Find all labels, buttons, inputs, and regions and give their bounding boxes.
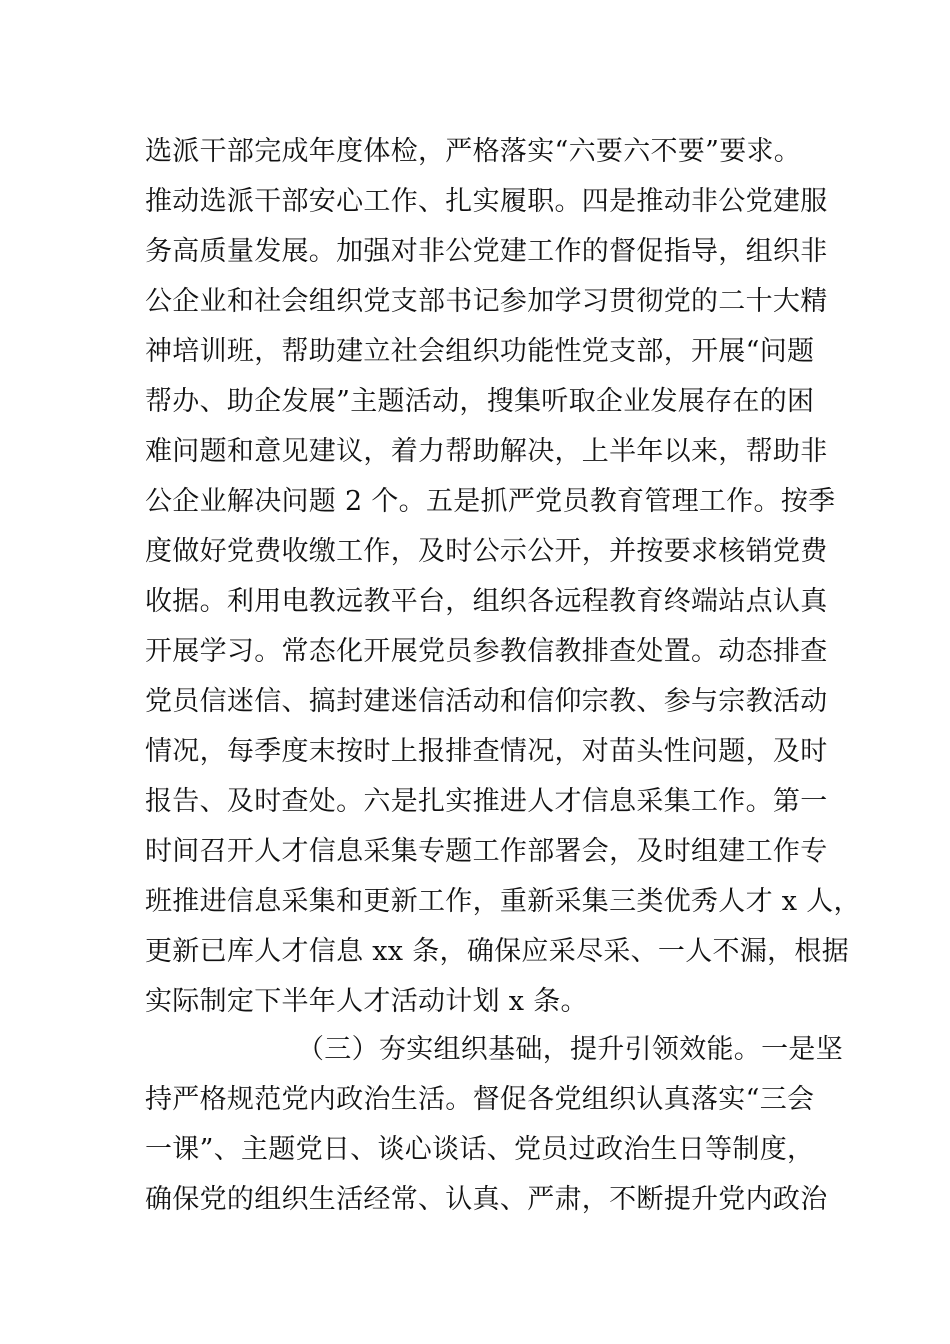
text-line: 推动选派干部安心工作、扎实履职。四是推动非公党建服	[145, 186, 828, 217]
text-line: 公企业解决问题 2 个。五是抓严党员教育管理工作。按季	[145, 486, 836, 517]
text-line: 党员信迷信、搞封建迷信活动和信仰宗教、参与宗教活动	[145, 686, 828, 717]
text-line: 报告、及时查处。六是扎实推进人才信息采集工作。第一	[145, 786, 828, 817]
text-line: 更新已库人才信息 xx 条，确保应采尽采、一人不漏，根据	[145, 936, 850, 967]
text-line: 实际制定下半年人才活动计划 x 条。	[145, 986, 588, 1017]
text-line: 度做好党费收缴工作，及时公示公开，并按要求核销党费	[145, 536, 828, 567]
text-line: 情况，每季度末按时上报排查情况，对苗头性问题，及时	[145, 736, 828, 767]
text-line: 务高质量发展。加强对非公党建工作的督促指导，组织非	[145, 236, 828, 267]
text-line: 神培训班，帮助建立社会组织功能性党支部，开展“问题	[145, 336, 815, 367]
text-line: 难问题和意见建议，着力帮助解决，上半年以来，帮助非	[145, 436, 828, 467]
text-line: 收据。利用电教远教平台，组织各远程教育终端站点认真	[145, 586, 828, 617]
text-line: 时间召开人才信息采集专题工作部署会，及时组建工作专	[145, 836, 828, 867]
text-line: 班推进信息采集和更新工作，重新采集三类优秀人才 x 人，	[145, 886, 861, 917]
text-line: 帮办、助企发展”主题活动，搜集听取企业发展存在的困	[145, 386, 815, 417]
section-heading-line: （三）夯实组织基础，提升引领效能。一是坚	[297, 1034, 843, 1065]
text-line: 公企业和社会组织党支部书记参加学习贯彻党的二十大精	[145, 286, 828, 317]
text-line: 一课”、主题党日、谈心谈话、党员过政治生日等制度，	[145, 1134, 815, 1165]
text-line: 持严格规范党内政治生活。督促各党组织认真落实“三会	[145, 1084, 815, 1115]
text-line: 开展学习。常态化开展党员参教信教排查处置。动态排查	[145, 636, 828, 667]
text-line: 选派干部完成年度体检，严格落实“六要六不要”要求。	[145, 136, 802, 167]
text-line: 确保党的组织生活经常、认真、严肃，不断提升党内政治	[145, 1184, 828, 1215]
